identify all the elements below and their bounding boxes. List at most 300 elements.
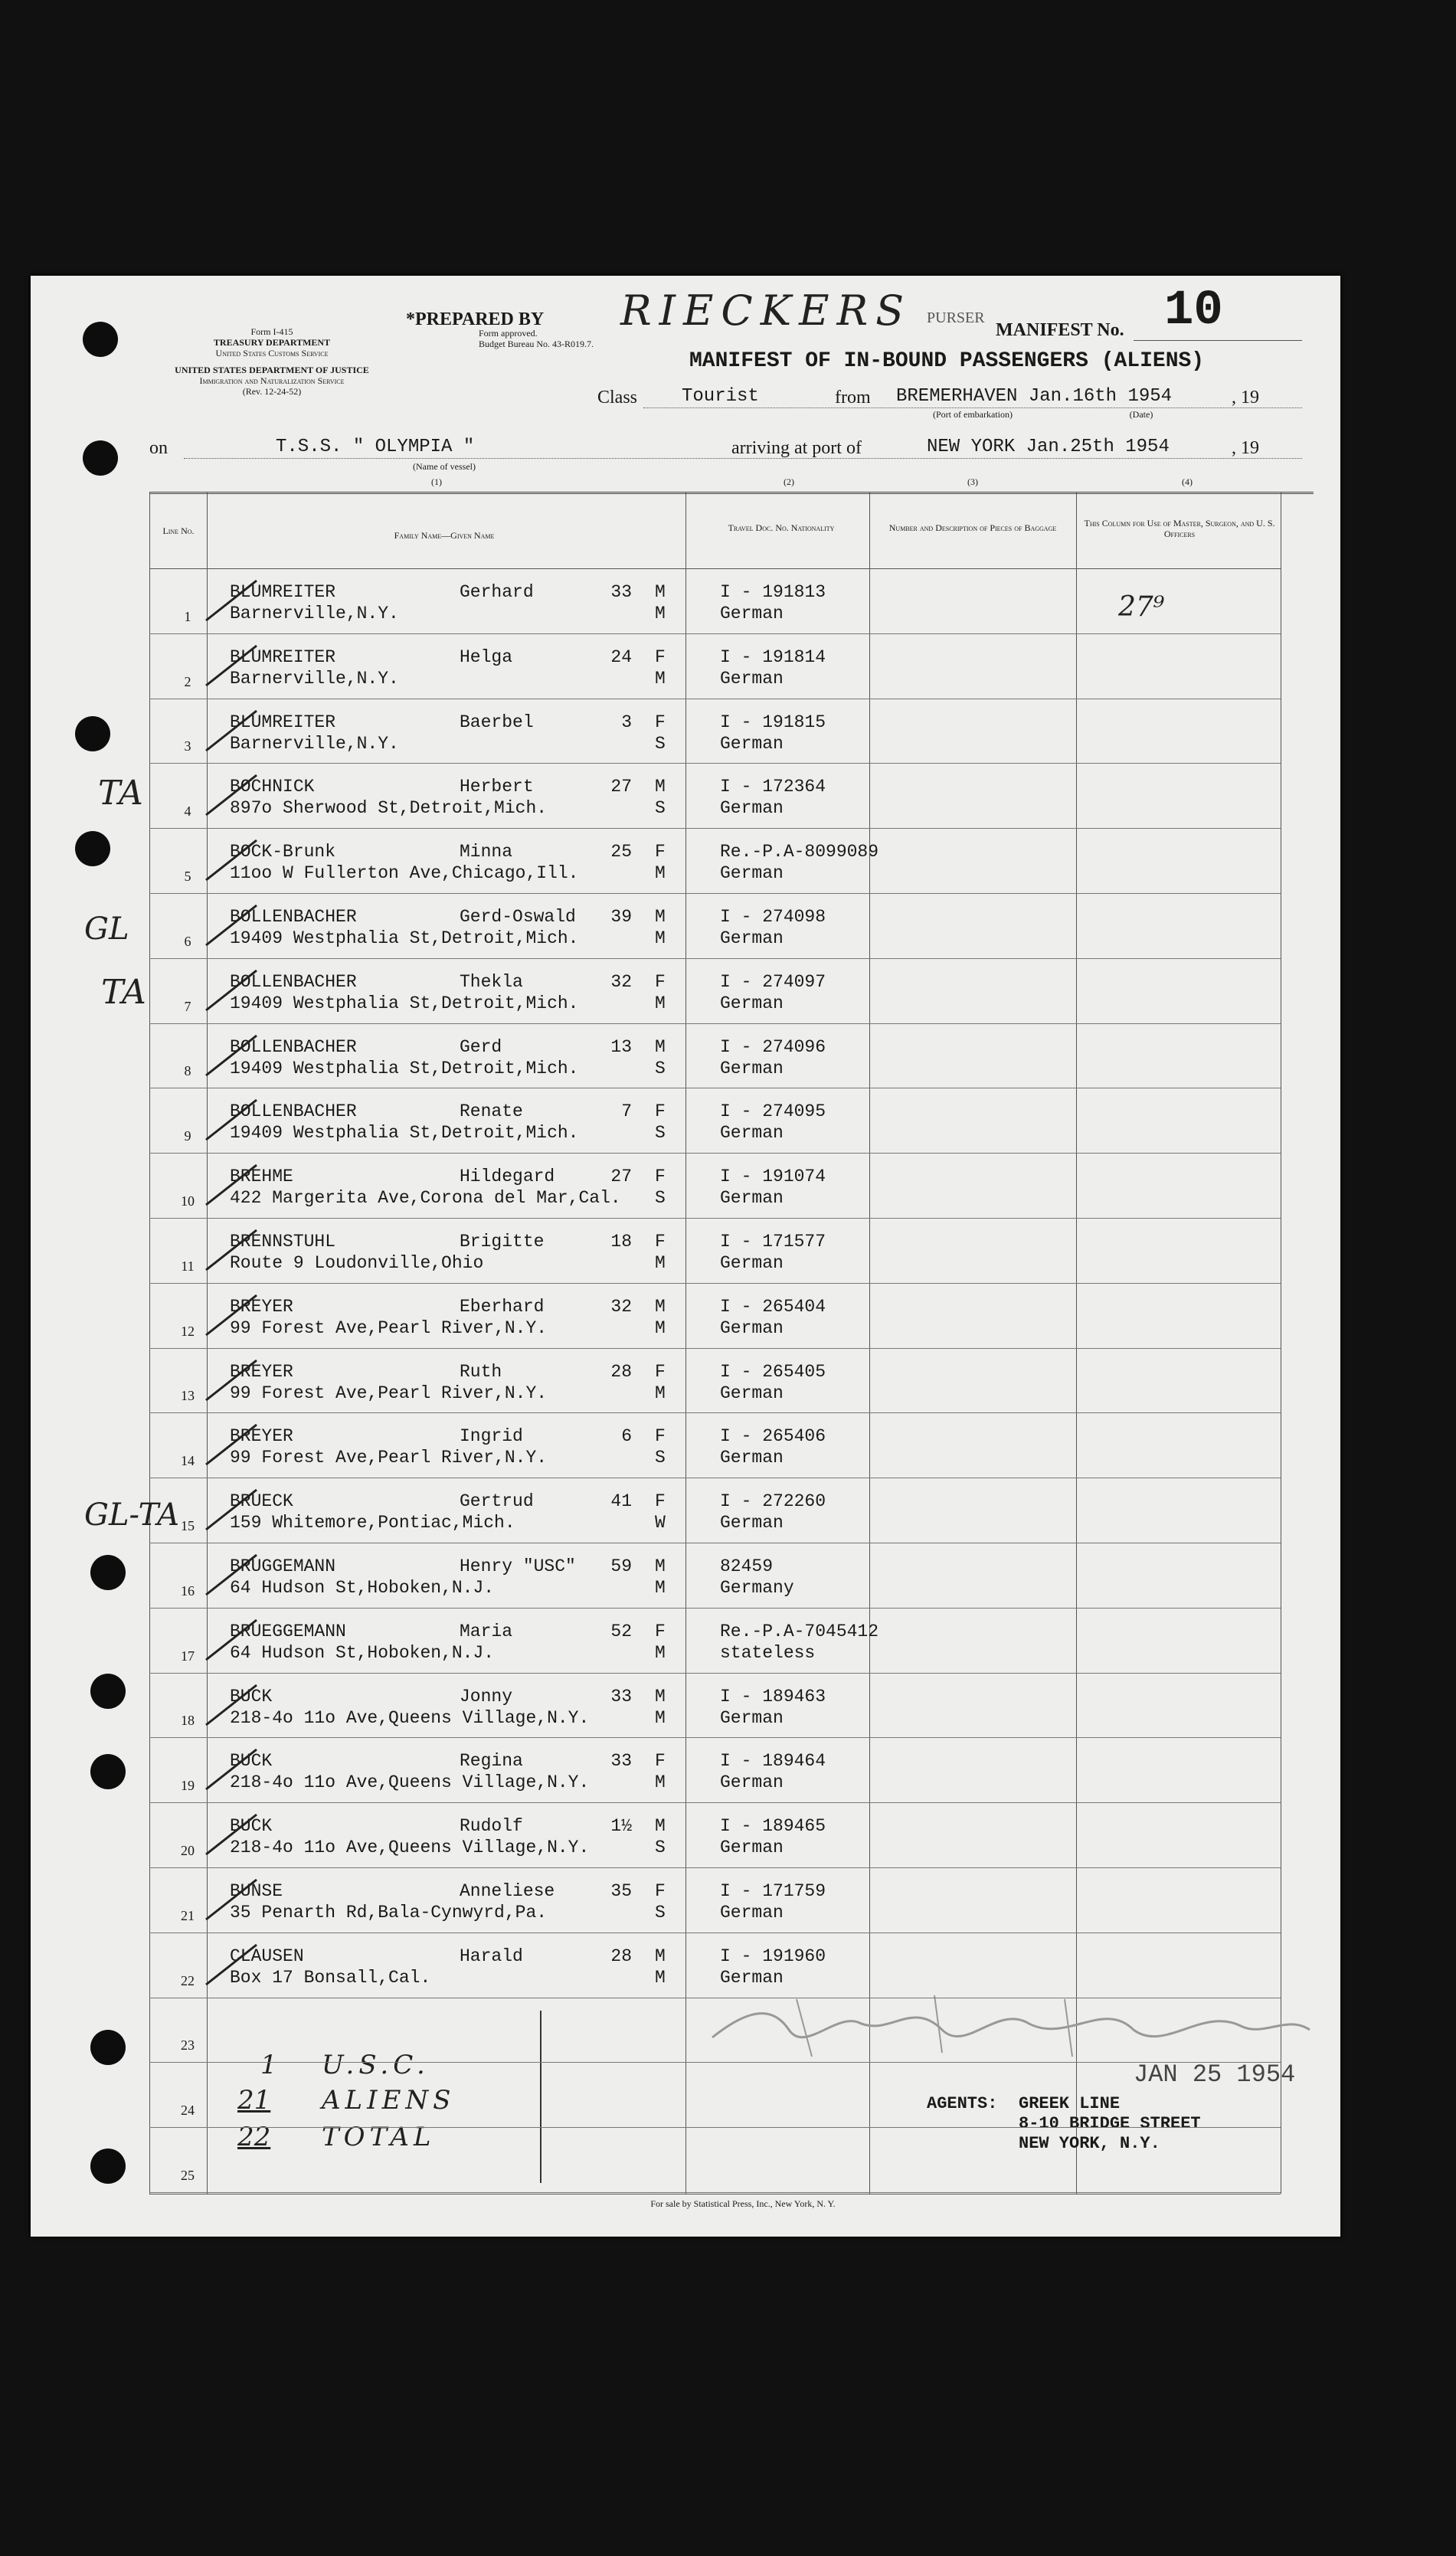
travel-doc-number: I - 265406 — [720, 1426, 826, 1447]
family-name: BOCK-Brunk — [230, 842, 336, 862]
from-value: BREMERHAVEN Jan.16th 1954 — [896, 386, 1173, 407]
family-name: CLAUSEN — [230, 1946, 304, 1966]
punch-hole — [90, 1754, 126, 1789]
row-divider — [149, 1153, 1281, 1154]
age: 39 — [610, 907, 632, 927]
check-mark — [203, 836, 264, 889]
given-name: Gertrud — [460, 1491, 534, 1512]
manifest-number: 10 — [1164, 283, 1223, 339]
age: 24 — [610, 646, 632, 667]
nationality: German — [720, 993, 784, 1013]
row-divider — [149, 1348, 1281, 1349]
address: 897o Sherwood St,Detroit,Mich. — [230, 798, 548, 819]
given-name: Hildegard — [460, 1167, 555, 1187]
address: 99 Forest Ave,Pearl River,N.Y. — [230, 1448, 548, 1468]
family-name: BOLLENBACHER — [230, 971, 357, 992]
nationality: German — [720, 1253, 784, 1273]
prepared-by-label: *PREPARED BY — [406, 309, 545, 329]
marital-status: M — [655, 1317, 666, 1338]
family-name: BLUMREITER — [230, 646, 336, 667]
family-name: BLUMREITER — [230, 582, 336, 602]
age: 59 — [610, 1556, 632, 1576]
footer-publisher: For sale by Statistical Press, Inc., New York, N. Y. — [650, 2198, 836, 2209]
family-name: BRUGGEMANN — [230, 1556, 336, 1576]
class-value: Tourist — [682, 386, 759, 407]
address: Barnerville,N.Y. — [230, 668, 399, 689]
sex: F — [655, 971, 666, 992]
nationality: German — [720, 668, 784, 689]
agents-line-1: GREEK LINE — [1019, 2094, 1121, 2113]
check-mark — [203, 966, 264, 1019]
sex: M — [655, 582, 666, 602]
col-number-2: (2) — [784, 476, 794, 487]
line-number: 12 — [181, 1323, 195, 1339]
sex: F — [655, 712, 666, 732]
check-mark — [203, 1031, 264, 1085]
family-name: BREHME — [230, 1167, 293, 1187]
margin-note: GL-TA — [84, 1497, 179, 1533]
margin-note: GL — [84, 911, 129, 947]
marital-status: S — [655, 1123, 666, 1144]
given-name: Herbert — [460, 777, 534, 797]
marital-status: S — [655, 1838, 666, 1858]
travel-doc-number: I - 189464 — [720, 1751, 826, 1772]
sex: F — [655, 1101, 666, 1122]
age: 27 — [610, 777, 632, 797]
line-number: 19 — [181, 1778, 195, 1794]
nationality: German — [720, 863, 784, 884]
vessel-value: T.S.S. " OLYMPIA " — [276, 437, 475, 457]
address: 19409 Westphalia St,Detroit,Mich. — [230, 928, 579, 948]
marital-status: S — [655, 1448, 666, 1468]
line-number: 17 — [181, 1648, 195, 1664]
year-suffix-2: , 19 — [1232, 438, 1259, 458]
form-approved: Form approved. — [479, 328, 538, 339]
given-name: Jonny — [460, 1686, 513, 1707]
family-name: BUCK — [230, 1816, 273, 1837]
age: 27 — [610, 1167, 632, 1187]
punch-hole — [75, 716, 110, 751]
travel-doc-number: I - 274098 — [720, 907, 826, 927]
nationality: German — [720, 604, 784, 623]
given-name: Gerd — [460, 1036, 502, 1057]
nationality: German — [720, 1838, 784, 1858]
year-suffix: , 19 — [1232, 388, 1259, 407]
col-number-1: (1) — [431, 476, 442, 487]
age: 41 — [610, 1491, 632, 1512]
nationality: Germany — [720, 1578, 794, 1598]
line-number: 3 — [184, 738, 191, 754]
age: 3 — [621, 712, 632, 732]
arriving-label: arriving at port of — [731, 438, 862, 458]
given-name: Anneliese — [460, 1881, 555, 1901]
nationality: German — [720, 1903, 784, 1923]
marital-status: M — [655, 668, 666, 689]
check-mark — [203, 1810, 264, 1864]
line-number: 24 — [181, 2103, 195, 2119]
family-name: BOCHNICK — [230, 777, 315, 797]
marital-status: M — [655, 993, 666, 1013]
age: 35 — [610, 1881, 632, 1901]
line-number: 4 — [184, 803, 191, 820]
check-mark — [203, 1745, 264, 1798]
punch-hole — [90, 1555, 126, 1590]
given-name: Harald — [460, 1946, 523, 1966]
check-mark — [203, 1681, 264, 1734]
department-of-justice: UNITED STATES DEPARTMENT OF JUSTICE — [175, 365, 369, 375]
check-mark — [203, 771, 264, 824]
sex: F — [655, 1621, 666, 1641]
total-count: 22 — [237, 2122, 271, 2152]
row-divider — [149, 828, 1281, 829]
marital-status: S — [655, 733, 666, 754]
address: 218-4o 11o Ave,Queens Village,N.Y. — [230, 1707, 590, 1728]
line-number: 5 — [184, 869, 191, 884]
line-number: 9 — [184, 1128, 191, 1144]
address: 64 Hudson St,Hoboken,N.J. — [230, 1578, 495, 1598]
check-mark — [203, 641, 264, 695]
travel-doc-number: I - 274096 — [720, 1036, 826, 1057]
nationality: German — [720, 1513, 784, 1533]
travel-doc-number: I - 191074 — [720, 1167, 826, 1187]
address: 159 Whitemore,Pontiac,Mich. — [230, 1513, 515, 1533]
sex: M — [655, 1816, 666, 1837]
marital-status: M — [655, 928, 666, 948]
row-divider — [149, 1802, 1281, 1803]
col-number-3: (3) — [967, 476, 978, 487]
age: 32 — [610, 1296, 632, 1317]
header-officers: This Column for Use of Master, Surgeon, and U. S. Officers — [1084, 518, 1275, 539]
age: 1½ — [610, 1816, 632, 1837]
age: 33 — [610, 1751, 632, 1772]
purser-label: PURSER — [927, 309, 985, 326]
line-number: 25 — [181, 2168, 195, 2183]
family-name: BUNSE — [230, 1881, 283, 1901]
punch-hole — [83, 322, 118, 357]
age: 33 — [610, 1686, 632, 1707]
sex: F — [655, 1491, 666, 1512]
address: 218-4o 11o Ave,Queens Village,N.Y. — [230, 1838, 590, 1858]
nationality: German — [720, 1188, 784, 1209]
sex: M — [655, 1946, 666, 1966]
line-number: 15 — [181, 1518, 195, 1533]
marital-status: M — [655, 604, 666, 623]
family-name: BLUMREITER — [230, 712, 336, 732]
row-divider — [149, 893, 1281, 894]
sex: M — [655, 1686, 666, 1707]
sex: F — [655, 842, 666, 862]
marital-status: S — [655, 1188, 666, 1209]
sex: M — [655, 1036, 666, 1057]
line-number: 14 — [181, 1453, 195, 1469]
given-name: Renate — [460, 1101, 523, 1122]
family-name: BOLLENBACHER — [230, 1036, 357, 1057]
address: 422 Margerita Ave,Corona del Mar,Cal. — [230, 1188, 621, 1209]
travel-doc-number: I - 191960 — [720, 1946, 826, 1966]
travel-doc-number: I - 274095 — [720, 1101, 826, 1122]
total-label: TOTAL — [322, 2122, 436, 2152]
header-name: Family Name—Given Name — [394, 530, 495, 541]
given-name: Gerhard — [460, 582, 534, 602]
given-name: Brigitte — [460, 1232, 545, 1252]
vessel-caption: (Name of vessel) — [413, 461, 476, 472]
travel-doc-number: Re.-P.A-8099089 — [720, 842, 879, 862]
family-name: BRENNSTUHL — [230, 1232, 336, 1252]
immigration-service: Immigration and Naturalization Service — [199, 375, 345, 386]
nationality: German — [720, 798, 784, 819]
nationality: German — [720, 1967, 784, 1988]
check-mark — [203, 1420, 264, 1474]
check-mark — [203, 1095, 264, 1149]
travel-doc-number: I - 171759 — [720, 1881, 826, 1901]
row-divider — [149, 2192, 1281, 2193]
check-mark — [203, 1226, 264, 1279]
address: 19409 Westphalia St,Detroit,Mich. — [230, 1123, 579, 1144]
line-number: 20 — [181, 1843, 195, 1858]
address: Barnerville,N.Y. — [230, 733, 399, 754]
row-divider — [149, 1283, 1281, 1284]
punch-hole — [83, 440, 118, 476]
travel-doc-number: Re.-P.A-7045412 — [720, 1621, 879, 1641]
travel-doc-number: I - 191815 — [720, 712, 826, 732]
header-baggage: Number and Description of Pieces of Baggage — [888, 522, 1057, 533]
family-name: BREYER — [230, 1426, 293, 1447]
total-usc-count: 1 — [260, 2050, 277, 2080]
age: 18 — [610, 1232, 632, 1252]
line-number: 18 — [181, 1713, 195, 1729]
check-mark — [203, 1291, 264, 1344]
sex: F — [655, 1751, 666, 1772]
marital-status: M — [655, 1642, 666, 1663]
family-name: BOLLENBACHER — [230, 1101, 357, 1122]
age: 13 — [610, 1036, 632, 1057]
check-mark — [203, 576, 264, 630]
sex: F — [655, 1361, 666, 1382]
nationality: German — [720, 1058, 784, 1078]
age: 52 — [610, 1621, 632, 1641]
nationality: German — [720, 1707, 784, 1728]
col-number-4: (4) — [1182, 476, 1193, 487]
margin-note: TA — [101, 973, 146, 1012]
punch-hole — [75, 831, 110, 866]
row-divider — [149, 1218, 1281, 1219]
family-name: BRUEGGEMANN — [230, 1621, 346, 1641]
prepared-by-signature: RIECKERS — [620, 286, 912, 335]
marital-status: M — [655, 1383, 666, 1403]
family-name: BUCK — [230, 1751, 273, 1772]
form-number: Form I-415 — [250, 326, 293, 337]
address: Barnerville,N.Y. — [230, 604, 399, 623]
header-travel-doc: Travel Doc. No. Nationality — [728, 522, 835, 533]
nationality: German — [720, 1772, 784, 1793]
row-divider — [149, 1867, 1281, 1868]
line-number: 11 — [181, 1258, 195, 1274]
nationality: German — [720, 1123, 784, 1144]
punch-hole — [90, 2149, 126, 2184]
officer-signature — [705, 1984, 1317, 2068]
row-divider — [149, 2062, 1281, 2063]
family-name: BRUECK — [230, 1491, 293, 1512]
margin-note: TA — [98, 774, 143, 813]
treasury-department: TREASURY DEPARTMENT — [213, 337, 331, 348]
given-name: Rudolf — [460, 1816, 523, 1837]
punch-hole — [90, 1674, 126, 1709]
address: 64 Hudson St,Hoboken,N.J. — [230, 1642, 495, 1663]
nationality: German — [720, 928, 784, 948]
sex: F — [655, 1426, 666, 1447]
punch-hole — [90, 2030, 126, 2065]
agents-line-3: NEW YORK, N.Y. — [1019, 2134, 1160, 2153]
check-mark — [203, 1356, 264, 1409]
travel-doc-number: I - 191814 — [720, 646, 826, 667]
travel-doc-number: I - 274097 — [720, 971, 826, 992]
given-name: Baerbel — [460, 712, 534, 732]
nationality: stateless — [720, 1642, 816, 1663]
given-name: Ingrid — [460, 1426, 523, 1447]
age: 6 — [621, 1426, 632, 1447]
given-name: Ruth — [460, 1361, 502, 1382]
sex: M — [655, 777, 666, 797]
given-name: Thekla — [460, 971, 523, 992]
line-number: 16 — [181, 1582, 195, 1599]
travel-doc-number: I - 172364 — [720, 777, 826, 797]
sex: M — [655, 1296, 666, 1317]
address: 11oo W Fullerton Ave,Chicago,Ill. — [230, 863, 579, 884]
given-name: Gerd-Oswald — [460, 907, 576, 927]
sex: M — [655, 1556, 666, 1576]
date-stamp: JAN 25 1954 — [1134, 2060, 1296, 2089]
marital-status: M — [655, 1772, 666, 1793]
travel-doc-number: 82459 — [720, 1556, 774, 1576]
nationality: German — [720, 1317, 784, 1338]
marital-status: S — [655, 1058, 666, 1078]
address: 19409 Westphalia St,Detroit,Mich. — [230, 1058, 579, 1078]
nationality: German — [720, 1383, 784, 1403]
given-name: Regina — [460, 1751, 523, 1772]
marital-status: S — [655, 798, 666, 819]
given-name: Eberhard — [460, 1296, 545, 1317]
age: 32 — [610, 971, 632, 992]
line-number: 2 — [184, 673, 191, 689]
agents-label: AGENTS: — [927, 2094, 998, 2113]
travel-doc-number: I - 189465 — [720, 1816, 826, 1837]
row-divider — [149, 1412, 1281, 1413]
address: Route 9 Loudonville,Ohio — [230, 1253, 484, 1273]
agents-line-2: 8-10 BRIDGE STREET — [1019, 2114, 1201, 2133]
check-mark — [203, 1485, 264, 1539]
arriving-value: NEW YORK Jan.25th 1954 — [927, 437, 1170, 457]
row-divider — [149, 2127, 1281, 2128]
row-divider — [149, 1608, 1281, 1609]
travel-doc-number: I - 189463 — [720, 1686, 826, 1707]
given-name: Henry "USC" — [460, 1556, 576, 1576]
address: 218-4o 11o Ave,Queens Village,N.Y. — [230, 1772, 590, 1793]
marital-status: M — [655, 1578, 666, 1598]
sex: F — [655, 1167, 666, 1187]
line-number: 21 — [181, 1907, 195, 1923]
budget-bureau: Budget Bureau No. 43-R019.7. — [479, 339, 594, 349]
officer-note: 27⁹ — [1118, 591, 1165, 623]
travel-doc-number: I - 191813 — [720, 582, 826, 602]
sex: M — [655, 907, 666, 927]
address: Box 17 Bonsall,Cal. — [230, 1967, 431, 1988]
family-name: BUCK — [230, 1686, 273, 1707]
row-divider — [149, 1673, 1281, 1674]
age: 28 — [610, 1946, 632, 1966]
marital-status: M — [655, 1707, 666, 1728]
on-label: on — [149, 438, 168, 458]
customs-service: United States Customs Service — [215, 348, 329, 358]
port-embark-caption: (Port of embarkation) — [933, 409, 1013, 420]
check-mark — [203, 901, 264, 954]
sex: F — [655, 1881, 666, 1901]
line-number: 6 — [184, 933, 191, 949]
line-number: 7 — [184, 998, 191, 1014]
given-name: Minna — [460, 842, 513, 862]
age: 25 — [610, 842, 632, 862]
total-usc-label: U.S.C. — [322, 2050, 430, 2080]
manifest-label: MANIFEST No. — [996, 320, 1124, 340]
address: 19409 Westphalia St,Detroit,Mich. — [230, 993, 579, 1013]
marital-status: M — [655, 1967, 666, 1988]
from-label: from — [835, 388, 871, 407]
total-aliens-count: 21 — [237, 2085, 271, 2116]
manifest-title: MANIFEST OF IN-BOUND PASSENGERS (ALIENS) — [689, 349, 1205, 373]
line-number: 22 — [181, 1972, 195, 1988]
row-divider — [149, 1737, 1281, 1738]
sex: F — [655, 646, 666, 667]
sex: F — [655, 1232, 666, 1252]
marital-status: W — [655, 1513, 666, 1533]
line-number: 23 — [181, 2037, 195, 2054]
marital-status: M — [655, 1253, 666, 1273]
check-mark — [203, 1940, 264, 1994]
line-number: 13 — [181, 1388, 195, 1404]
date-caption: (Date) — [1129, 409, 1153, 420]
row-divider — [149, 1023, 1281, 1024]
nationality: German — [720, 733, 784, 754]
family-name: BREYER — [230, 1361, 293, 1382]
line-number: 8 — [184, 1063, 191, 1079]
age: 7 — [621, 1101, 632, 1122]
address: 99 Forest Ave,Pearl River,N.Y. — [230, 1383, 548, 1403]
row-divider — [149, 633, 1281, 634]
marital-status: S — [655, 1903, 666, 1923]
manifest-page — [31, 276, 1340, 2237]
age: 33 — [610, 582, 632, 602]
row-divider — [149, 958, 1281, 959]
check-mark — [203, 1160, 264, 1214]
travel-doc-number: I - 265404 — [720, 1296, 826, 1317]
check-mark — [203, 1615, 264, 1669]
age: 28 — [610, 1361, 632, 1382]
nationality: German — [720, 1448, 784, 1468]
check-mark — [203, 706, 264, 760]
given-name: Helga — [460, 646, 513, 667]
total-aliens-label: ALIENS — [322, 2085, 456, 2116]
travel-doc-number: I - 171577 — [720, 1232, 826, 1252]
marital-status: M — [655, 863, 666, 884]
class-label: Class — [597, 388, 638, 407]
given-name: Maria — [460, 1621, 513, 1641]
family-name: BOLLENBACHER — [230, 907, 357, 927]
address: 35 Penarth Rd,Bala-Cynwyrd,Pa. — [230, 1903, 548, 1923]
revision-date: (Rev. 12-24-52) — [242, 386, 302, 397]
travel-doc-number: I - 272260 — [720, 1491, 826, 1512]
check-mark — [203, 1875, 264, 1929]
row-divider — [149, 763, 1281, 764]
family-name: BREYER — [230, 1296, 293, 1317]
